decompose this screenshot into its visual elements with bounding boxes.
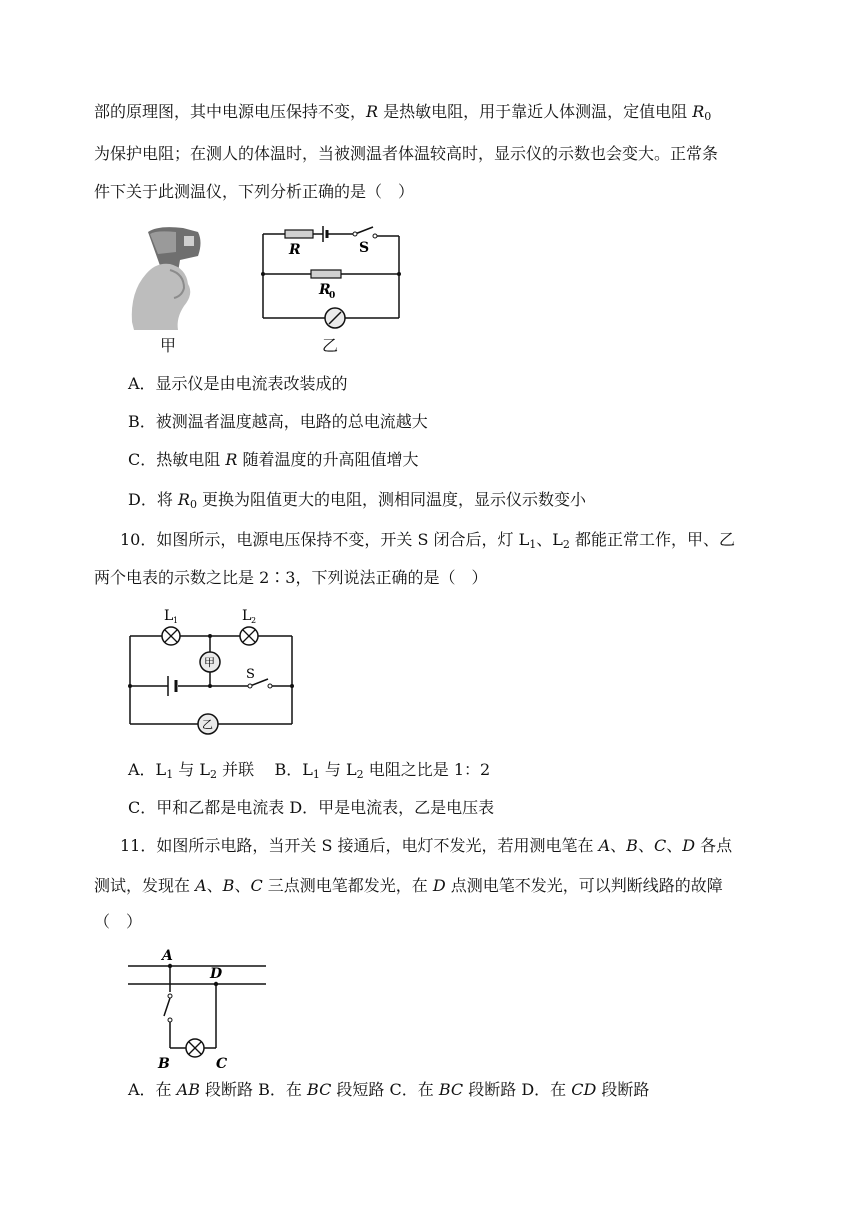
q11-option-c [390,1080,517,1099]
point-c: C [653,836,667,855]
lamp-l1 [162,627,180,645]
text: 、L [536,530,563,549]
q10-option-a [128,760,254,779]
label-d: D [210,966,223,982]
q10-text-line1 [120,528,735,557]
subscript: 2 [562,538,570,551]
text: 电阻之比是 1：2 [363,760,491,779]
q9-circuit-diagram [255,222,415,332]
text: 与 L [173,760,210,779]
q10-circuit-diagram [126,606,306,738]
subscript: 1 [166,768,174,781]
subscript: 0 [189,498,197,511]
text: 、 [637,836,654,855]
point-d: D [432,876,446,895]
q9-option-d [128,488,586,517]
label-s: S [246,667,255,682]
resistor-r0 [311,270,341,278]
subscript: 1 [312,768,320,781]
q9-text-line2: 为保护电阻；在测人的体温时，当被测温者体温较高时，显示仪的示数也会变大。正常条 [94,144,719,163]
q10-options-ab [128,758,490,787]
text: D．在 [521,1080,572,1099]
text: 随着温度的升高阻值增大 [237,450,419,469]
label-a: A [162,948,173,964]
text: 段断路 [463,1080,517,1099]
point-c: C [250,876,263,895]
text: 测试，发现在 [94,876,196,895]
text: B．L [274,760,313,779]
text: B．在 [258,1080,308,1099]
point-a: A [195,876,207,895]
lamp [186,1039,204,1057]
thermometer-photo [128,222,208,332]
q10-option-d: D．甲是电流表，乙是电压表 [289,798,495,817]
text: 段断路 [596,1080,650,1099]
text: 更换为阻值更大的电阻，测相同温度，显示仪示数变小 [196,490,587,509]
resistor-r [285,230,313,238]
q9-text-line1 [94,100,711,129]
text: 11．如图所示电路，当开关 S 接通后，电灯不发光，若用测电笔在 [120,836,599,855]
label-yi: 乙 [202,718,213,731]
q11-text-line3: （ ） [94,912,143,931]
label-l1-sub: 1 [173,616,179,625]
subscript: 2 [356,768,364,781]
var-R0: R [692,102,705,121]
label-jia: 甲 [204,656,215,669]
label-r0: R [319,282,331,298]
label-r: R [289,242,301,258]
q9-option-c [128,448,418,472]
var-R: R [225,450,238,469]
text: 、 [206,876,223,895]
q11-option-d [521,1080,649,1099]
q10-options-cd [128,796,494,820]
text: D．将 [128,490,178,509]
point-d: D [682,836,696,855]
text: C．在 [389,1080,439,1099]
label-c: C [216,1056,228,1070]
q11-text-line2 [94,874,723,898]
q11-circuit-diagram [126,944,271,1070]
q11-option-b [258,1080,384,1099]
text: A．在 [128,1080,177,1099]
text: 三点测电笔都发光，在 [262,876,433,895]
segment: CD [571,1080,597,1099]
point-b: B [626,836,638,855]
figure-label-jia: 甲 [160,336,177,355]
label-l2: L [242,608,252,624]
q11-option-a [128,1080,253,1099]
segment: AB [176,1080,200,1099]
text: 10．如图所示，电源电压保持不变，开关 S 闭合后，灯 L [120,530,530,549]
q9-option-b: B．被测温者温度越高，电路的总电流越大 [128,412,428,431]
text: 段断路 [199,1080,254,1099]
segment: BC [438,1080,464,1099]
point-b: B [222,876,235,895]
text: 并联 [217,760,255,779]
q9-option-a: A．显示仪是由电流表改装成的 [128,374,348,393]
q10-text-line2: 两个电表的示数之比是 2∶3，下列说法正确的是（ ） [94,568,488,587]
text: 、 [610,836,627,855]
subscript: 2 [210,768,217,781]
text: 、 [234,876,251,895]
label-s: S [359,240,370,256]
text: 是热敏电阻，用于靠近人体测温，定值电阻 [378,102,693,121]
text: A．L [128,760,167,779]
q11-text-line1 [120,834,732,858]
text: 、 [666,836,683,855]
q10-option-b [274,760,490,779]
figure-label-yi: 乙 [322,336,339,355]
var-R0: R [177,490,190,509]
subscript: 0 [704,110,712,123]
lamp-l2 [240,627,258,645]
text: 点测电笔不发光，可以判断线路的故障 [445,876,723,895]
label-l1: L [164,608,174,624]
label-l2-sub: 2 [251,616,257,625]
q11-options [128,1078,649,1102]
q10-option-c: C．甲和乙都是电流表 [128,798,285,817]
text: 部的原理图，其中电源电压保持不变， [94,102,367,121]
text: C．热敏电阻 [128,450,226,469]
point-a: A [598,836,611,855]
text: 都能正常工作，甲、乙 [569,530,735,549]
text: 各点 [695,836,733,855]
segment: BC [307,1080,332,1099]
text: 与 L [319,760,357,779]
label-b: B [158,1056,170,1070]
subscript: 1 [529,538,537,551]
text: 段短路 [331,1080,385,1099]
q9-text-line3: 件下关于此测温仪，下列分析正确的是（ ） [94,182,415,201]
label-r0-sub: 0 [329,291,336,301]
var-R: R [366,102,379,121]
